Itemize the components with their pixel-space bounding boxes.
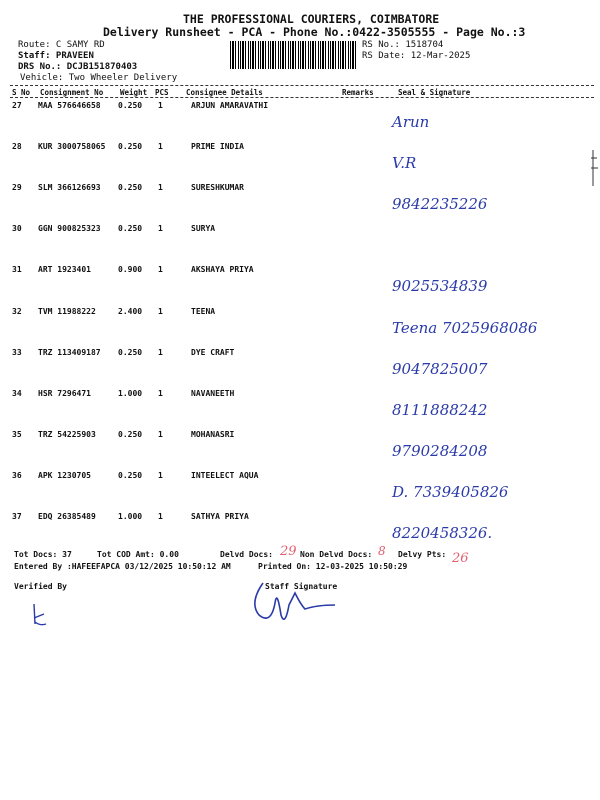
row-pcs: 1 — [158, 306, 163, 316]
rs-date: RS Date: 12-Mar-2025 — [362, 51, 471, 61]
row-weight: 0.900 — [118, 265, 143, 275]
non-delvd-docs-handwritten: 8 — [378, 544, 386, 558]
table-row — [0, 389, 600, 430]
row-signature: 8111888242 — [392, 400, 488, 419]
row-pcs: 1 — [158, 347, 163, 357]
table-row — [0, 430, 600, 471]
row-signature: 9790284208 — [392, 441, 488, 460]
row-weight: 0.250 — [118, 224, 143, 234]
entered-by: Entered By :HAFEEFAPCA 03/12/2025 10:50:12 AM — [14, 562, 231, 571]
row-weight: 1.000 — [118, 512, 143, 521]
row-pcs: 1 — [158, 265, 163, 275]
row-sno: 30 — [12, 224, 22, 234]
tot-docs: Tot Docs: 37 — [14, 550, 72, 559]
row-pcs: 1 — [158, 224, 163, 234]
delvy-pts-handwritten: 26 — [452, 551, 469, 566]
row-weight: 0.250 — [118, 347, 143, 357]
runsheet-subtitle: Delivery Runsheet - PCA - Phone No.:0422-3505555 - Page No.:3 — [103, 25, 526, 39]
row-consignee: MOHANASRI — [191, 429, 235, 439]
printed-on: Printed On: 12-03-2025 10:50:29 — [258, 562, 408, 571]
staff: Staff: PRAVEEN — [18, 51, 94, 61]
table-row — [0, 142, 600, 183]
row-consignee: TEENA — [191, 306, 216, 316]
row-weight: 0.250 — [118, 429, 143, 439]
row-consignment: TRZ 113409187 — [38, 347, 101, 357]
row-consignment: EDQ 26385489 — [38, 512, 96, 521]
row-sno: 31 — [12, 265, 22, 275]
row-sno: 33 — [12, 347, 22, 357]
row-pcs: 1 — [158, 429, 163, 439]
col-seal-signature: Seal & Signature — [398, 88, 471, 97]
row-weight: 0.250 — [118, 183, 143, 193]
row-pcs: 1 — [158, 512, 163, 521]
col-sno: S No — [12, 88, 31, 97]
row-consignee: SURYA — [191, 224, 216, 234]
row-weight: 0.250 — [118, 470, 143, 480]
row-consignment: ART 1923401 — [38, 265, 91, 275]
barcode — [230, 41, 356, 69]
row-sno: 34 — [12, 388, 22, 398]
tot-cod-amt: Tot COD Amt: 0.00 — [97, 550, 179, 559]
row-pcs: 1 — [158, 183, 163, 193]
row-consignment: TRZ 54225903 — [38, 429, 96, 439]
delvd-docs-handwritten: 29 — [280, 544, 297, 559]
non-delvd-docs: Non Delvd Docs: — [300, 550, 373, 559]
row-consignment: SLM 366126693 — [38, 183, 101, 193]
col-pcs: PCS — [155, 88, 169, 97]
col-weight: Weight — [120, 88, 148, 97]
staff-signature — [245, 575, 340, 635]
company-name: THE PROFESSIONAL COURIERS, COIMBATORE — [183, 12, 440, 26]
row-consignee: SATHYA PRIYA — [191, 512, 249, 521]
row-consignee: SURESHKUMAR — [191, 183, 244, 193]
table-row — [0, 183, 600, 224]
table-row — [0, 307, 600, 348]
row-pcs: 1 — [158, 470, 163, 480]
row-sno: 37 — [12, 512, 22, 521]
table-row — [0, 101, 600, 142]
row-consignment: KUR 3000758065 — [38, 142, 106, 152]
row-consignment: MAA 576646658 — [38, 101, 101, 110]
delvy-pts: Delvy Pts: — [398, 550, 447, 559]
row-signature: D. 7339405826 — [392, 482, 509, 501]
row-pcs: 1 — [158, 388, 163, 398]
row-consignee: AKSHAYA PRIYA — [191, 265, 254, 275]
row-signature: 9842235226 — [392, 195, 488, 214]
vehicle: Vehicle: Two Wheeler Delivery — [20, 73, 178, 83]
margin-mark — [590, 148, 600, 188]
row-signature: V.R — [392, 154, 417, 173]
row-weight: 1.000 — [118, 388, 143, 398]
row-signature: Teena 7025968086 — [392, 318, 538, 337]
table-row — [0, 512, 600, 553]
row-signature: Arun — [392, 113, 430, 131]
row-sno: 27 — [12, 101, 22, 110]
row-consignee: INTEELECT AQUA — [191, 470, 259, 480]
table-row — [0, 265, 600, 306]
row-consignee: PRIME INDIA — [191, 142, 244, 152]
table-row — [0, 471, 600, 512]
delvd-docs: Delvd Docs: — [220, 550, 273, 559]
row-sno: 28 — [12, 142, 22, 152]
verified-signature — [28, 600, 52, 628]
row-consignment: GGN 900825323 — [38, 224, 101, 234]
row-consignment: TVM 11988222 — [38, 306, 96, 316]
table-row — [0, 224, 600, 265]
row-sno: 29 — [12, 183, 22, 193]
row-signature: 8220458326. — [392, 524, 493, 542]
header-rule-bottom — [10, 97, 594, 98]
row-weight: 0.250 — [118, 142, 143, 152]
verified-by: Verified By — [14, 582, 67, 591]
row-pcs: 1 — [158, 142, 163, 152]
row-consignee: ARJUN AMARAVATHI — [191, 101, 269, 110]
col-remarks: Remarks — [342, 88, 374, 97]
col-consignment: Consignment No — [40, 88, 104, 97]
row-consignee: NAVANEETH — [191, 388, 235, 398]
col-consignee: Consignee Details — [186, 88, 263, 97]
row-consignment: APK 1230705 — [38, 470, 91, 480]
staff-signature-label: Staff Signature — [265, 582, 338, 591]
row-signature: 9047825007 — [392, 359, 488, 378]
row-pcs: 1 — [158, 101, 163, 110]
row-consignment: HSR 7296471 — [38, 388, 91, 398]
route: Route: C SAMY RD — [18, 40, 105, 50]
row-weight: 2.400 — [118, 306, 143, 316]
row-weight: 0.250 — [118, 101, 143, 110]
row-consignee: DYE CRAFT — [191, 347, 235, 357]
row-sno: 35 — [12, 429, 22, 439]
header-rule-top — [10, 85, 594, 86]
row-sno: 32 — [12, 306, 22, 316]
rs-number: RS No.: 1518704 — [362, 40, 444, 50]
table-row — [0, 348, 600, 389]
drs-number: DRS No.: DCJB151870403 — [18, 62, 138, 72]
row-sno: 36 — [12, 470, 22, 480]
row-signature: 9025534839 — [392, 277, 488, 296]
